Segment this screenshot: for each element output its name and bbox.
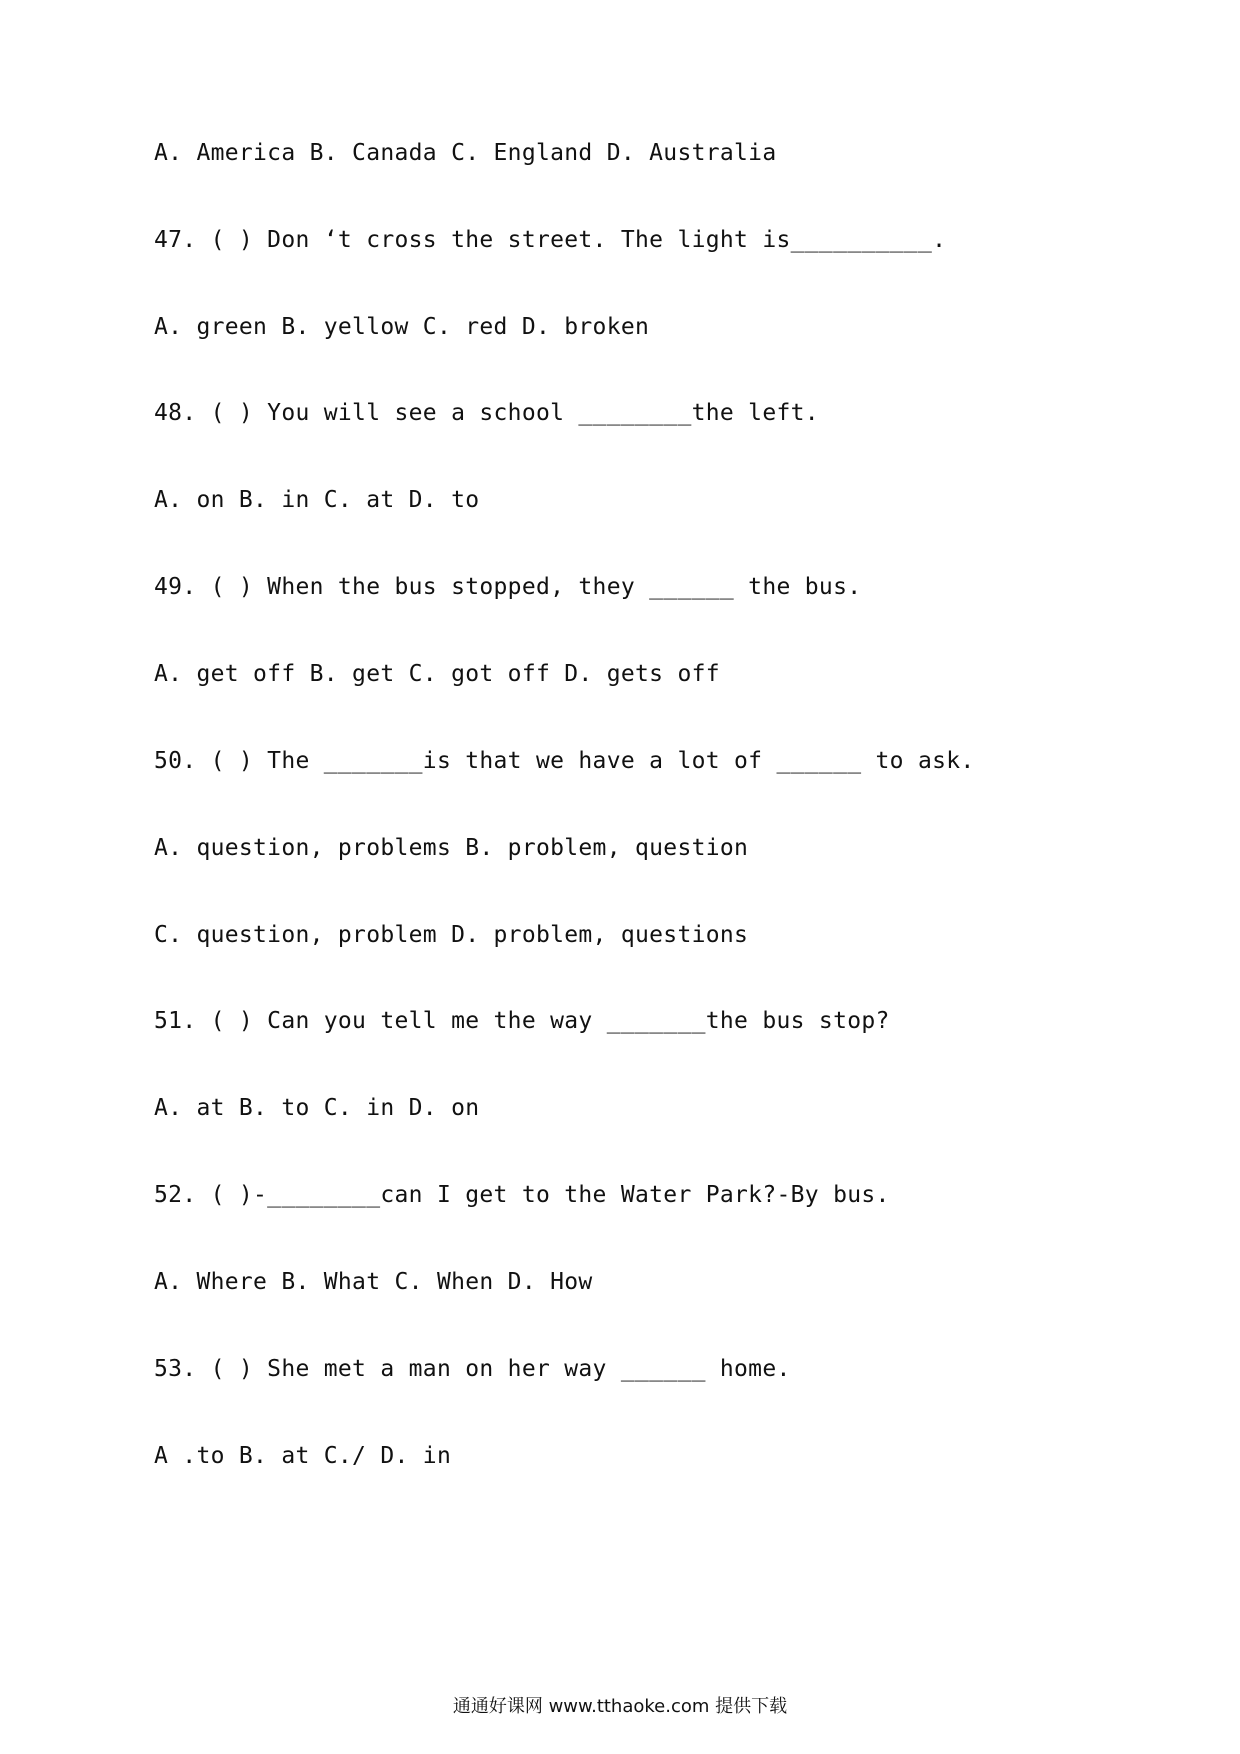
options-line-50b: C. question, problem D. problem, questions bbox=[154, 922, 749, 948]
options-line-53: A .to B. at C./ D. in bbox=[154, 1443, 452, 1469]
options-line-47: A. green B. yellow C. red D. broken bbox=[154, 314, 650, 340]
options-line-50a: A. question, problems B. problem, question bbox=[154, 835, 749, 861]
question-48: 48. ( ) You will see a school ________the left. bbox=[154, 400, 819, 426]
options-line-52: A. Where B. What C. When D. How bbox=[154, 1269, 593, 1295]
question-52: 52. ( )-________can I get to the Water Park?-By bus. bbox=[154, 1182, 890, 1208]
question-50: 50. ( ) The _______is that we have a lot of ______ to ask. bbox=[154, 748, 975, 774]
question-53: 53. ( ) She met a man on her way ______ home. bbox=[154, 1356, 791, 1382]
options-line-46: A. America B. Canada C. England D. Australia bbox=[154, 140, 777, 166]
question-51: 51. ( ) Can you tell me the way _______the bus stop? bbox=[154, 1008, 890, 1034]
options-line-49: A. get off B. get C. got off D. gets off bbox=[154, 661, 720, 687]
page-footer: 通通好课网 www.tthaoke.com 提供下载 bbox=[452, 1696, 788, 1717]
question-49: 49. ( ) When the bus stopped, they ______ the bus. bbox=[154, 574, 862, 600]
options-line-48: A. on B. in C. at D. to bbox=[154, 487, 480, 513]
options-line-51: A. at B. to C. in D. on bbox=[154, 1095, 480, 1121]
question-47: 47. ( ) Don ‘t cross the street. The light is__________. bbox=[154, 227, 947, 253]
